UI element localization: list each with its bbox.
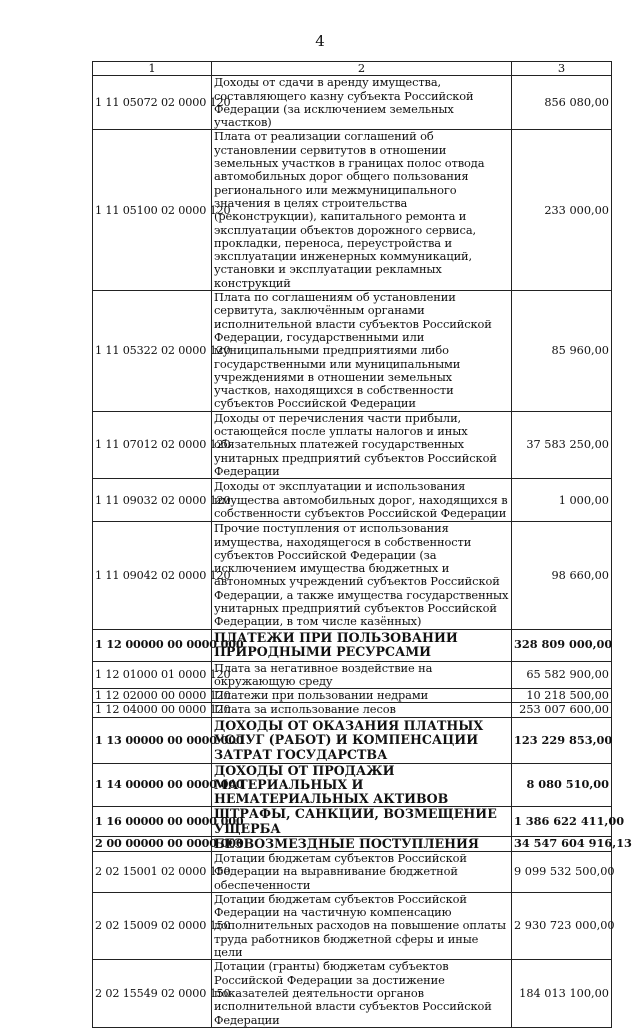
revenue-name: ШТРАФЫ, САНКЦИИ, ВОЗМЕЩЕНИЕ УЩЕРБА [212, 807, 512, 836]
table-row [93, 522, 612, 629]
revenue-table [92, 61, 632, 1028]
revenue-amount: 253 007 600,00 [512, 703, 612, 717]
table-row [93, 661, 612, 689]
column-header-name: 2 [212, 62, 512, 76]
budget-code: 1 12 02000 00 0000 120 [93, 689, 212, 703]
revenue-amount: 328 809 000,00 [512, 629, 612, 661]
budget-code: 1 11 05072 02 0000 120 [93, 76, 212, 130]
revenue-name: Доходы от эксплуатации и использования имущества автомобильных дорог, находящихся в собственности субъектов Российской Федерации [212, 479, 512, 522]
revenue-name: Прочие поступления от использования имущества, находящегося в собственности субъектов Российской Федерации (за исключением имущества бюджетных и автономных учреждений субъектов Российской Федерации, а также имущества государственных унитарных предприятий субъектов Российской Федерации, в том числе казённых) [212, 522, 512, 629]
revenue-amount: 233 000,00 [512, 130, 612, 291]
table-header-row [93, 62, 612, 76]
budget-code: 1 12 01000 01 0000 120 [93, 661, 212, 689]
budget-code: 1 14 00000 00 0000 000 [93, 763, 212, 807]
revenue-name: Дотации бюджетам субъектов Российской Федерации на частичную компенсацию дополнительных расходов на повышение оплаты труда работников бюджетной сферы и иные цели [212, 892, 512, 959]
section-row [93, 629, 612, 661]
revenue-name: ДОХОДЫ ОТ ОКАЗАНИЯ ПЛАТНЫХ УСЛУГ (РАБОТ) И КОМПЕНСАЦИИ ЗАТРАТ ГОСУДАРСТВА [212, 717, 512, 763]
revenue-amount: 1 000,00 [512, 479, 612, 522]
table-row [93, 851, 612, 892]
budget-code: 2 02 15001 02 0000 150 [93, 851, 212, 892]
revenue-name: Доходы от сдачи в аренду имущества, составляющего казну субъекта Российской Федерации (за исключением земельных участков) [212, 76, 512, 130]
budget-code: 1 11 05100 02 0000 120 [93, 130, 212, 291]
revenue-amount: 184 013 100,00 [512, 960, 612, 1027]
revenue-name: Плата по соглашениям об установлении сервитута, заключённым органами исполнительной власти субъектов Российской Федерации, государственными или муниципальными предприятиями либо государственными или муниципальными учреждениями в отношении земельных участков, находящихся в собственности субъектов Российской Федерации [212, 291, 512, 412]
table-row [93, 479, 612, 522]
revenue-name: ПЛАТЕЖИ ПРИ ПОЛЬЗОВАНИИ ПРИРОДНЫМИ РЕСУРСАМИ [212, 629, 512, 661]
budget-code: 1 12 00000 00 0000 000 [93, 629, 212, 661]
table-row [93, 130, 612, 291]
revenue-amount: 34 547 604 916,13 [512, 836, 612, 851]
table-row [93, 703, 612, 717]
column-header-code: 1 [93, 62, 212, 76]
revenue-name: Доходы от перечисления части прибыли, остающейся после уплаты налогов и иных обязательных платежей государственных унитарных предприятий субъектов Российской Федерации [212, 411, 512, 478]
table-row [93, 960, 612, 1027]
revenue-amount: 8 080 510,00 [512, 763, 612, 807]
revenue-amount: 9 099 532 500,00 [512, 851, 612, 892]
revenue-amount: 85 960,00 [512, 291, 612, 412]
revenue-amount: 10 218 500,00 [512, 689, 612, 703]
budget-code: 1 11 05322 02 0000 120 [93, 291, 212, 412]
budget-code: 2 02 15549 02 0000 150 [93, 960, 212, 1027]
budget-code: 1 13 00000 00 0000 000 [93, 717, 212, 763]
table-row [93, 76, 612, 130]
revenue-amount: 123 229 853,00 [512, 717, 612, 763]
revenue-name: Дотации бюджетам субъектов Российской Федерации на выравнивание бюджетной обеспеченности [212, 851, 512, 892]
revenue-amount: 37 583 250,00 [512, 411, 612, 478]
revenue-name: ДОХОДЫ ОТ ПРОДАЖИ МАТЕРИАЛЬНЫХ И НЕМАТЕРИАЛЬНЫХ АКТИВОВ [212, 763, 512, 807]
budget-code: 2 02 15009 02 0000 150 [93, 892, 212, 959]
budget-code: 1 11 09032 02 0000 120 [93, 479, 212, 522]
budget-code: 1 16 00000 00 0000 000 [93, 807, 212, 836]
budget-code: 1 11 09042 02 0000 120 [93, 522, 212, 629]
revenue-name: Дотации (гранты) бюджетам субъектов Российской Федерации за достижение показателей деятельности органов исполнительной власти субъектов Российской Федерации [212, 960, 512, 1027]
table-row [93, 411, 612, 478]
table-row [93, 291, 612, 412]
revenue-name: Платежи при пользовании недрами [212, 689, 512, 703]
table-row [93, 892, 612, 959]
revenue-amount: 856 080,00 [512, 76, 612, 130]
table-row [93, 689, 612, 703]
section-row [93, 836, 612, 851]
revenue-name: Плата за негативное воздействие на окружающую среду [212, 661, 512, 689]
page-number: 4 [315, 32, 325, 50]
revenue-amount: 65 582 900,00 [512, 661, 612, 689]
revenue-name: Плата от реализации соглашений об установлении сервитутов в отношении земельных участков в границах полос отвода автомобильных дорог общего пользования регионального или межмуниципального значения в целях строительства (реконструкции), капитального ремонта и эксплуатации объектов дорожного сервиса, прокладки, переноса, переустройства и эксплуатации инженерных коммуникаций, установки и эксплуатации рекламных конструкций [212, 130, 512, 291]
revenue-amount: 2 930 723 000,00 [512, 892, 612, 959]
column-header-amount: 3 [512, 62, 612, 76]
section-row [93, 763, 612, 807]
revenue-name: Плата за использование лесов [212, 703, 512, 717]
revenue-name: БЕЗВОЗМЕЗДНЫЕ ПОСТУПЛЕНИЯ [212, 836, 512, 851]
section-row [93, 717, 612, 763]
budget-code: 2 00 00000 00 0000 000 [93, 836, 212, 851]
revenue-amount: 98 660,00 [512, 522, 612, 629]
revenue-amount: 1 386 622 411,00 [512, 807, 612, 836]
budget-code: 1 12 04000 00 0000 120 [93, 703, 212, 717]
budget-code: 1 11 07012 02 0000 120 [93, 411, 212, 478]
section-row [93, 807, 612, 836]
